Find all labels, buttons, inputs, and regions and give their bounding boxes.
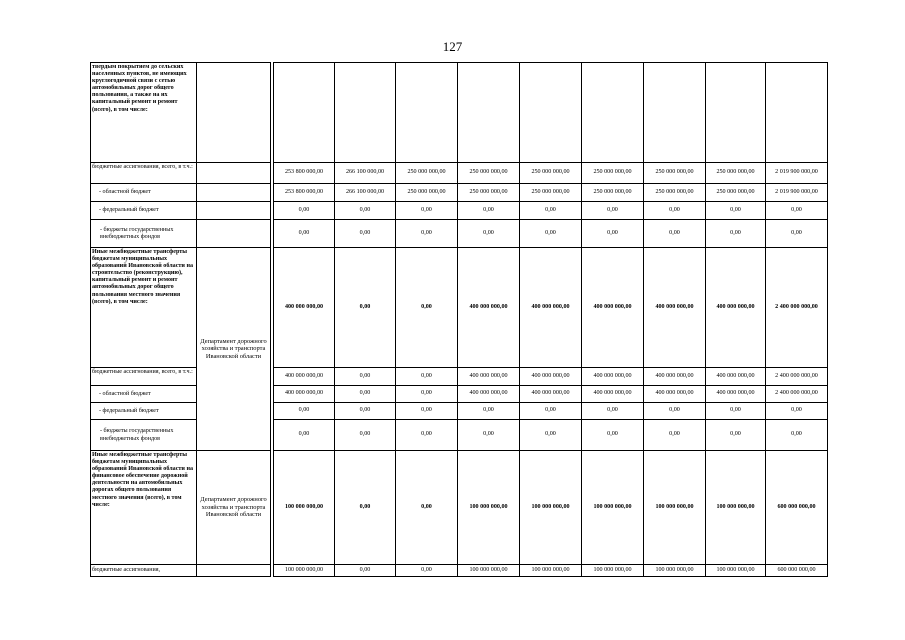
value-cell: 0,00 [706,220,766,248]
value-cell: 400 000 000,00 [644,386,706,403]
executor-cell [197,202,271,220]
value-cell: 400 000 000,00 [520,248,582,368]
value-cell: 250 000 000,00 [582,184,644,202]
value-cell: 400 000 000,00 [644,248,706,368]
value-cell: 0,00 [274,420,335,451]
value-cell: 250 000 000,00 [582,163,644,184]
value-cell: 250 000 000,00 [458,184,520,202]
value-cell: 0,00 [396,451,458,565]
value-cell: 400 000 000,00 [274,368,335,386]
value-cell: 400 000 000,00 [582,386,644,403]
value-cell: 0,00 [458,403,520,420]
value-cell: 100 000 000,00 [644,565,706,577]
table-row [91,451,828,565]
row-name: бюджетные ассигнования, всего, в т.ч.: [91,163,197,184]
executor-cell [197,565,271,577]
value-cell: 100 000 000,00 [582,451,644,565]
executor-cell [197,184,271,202]
executor-cell: Департамент дорожного хозяйства и транспорта Ивановской области [197,248,271,451]
value-cell: 0,00 [644,220,706,248]
value-cell: 0,00 [458,220,520,248]
value-cell: 600 000 000,00 [766,565,828,577]
value-cell: 0,00 [335,386,396,403]
value-cell: 0,00 [396,368,458,386]
value-cell: 250 000 000,00 [706,163,766,184]
value-cell: 0,00 [706,202,766,220]
value-cell: 0,00 [396,220,458,248]
value-cell [458,63,520,163]
value-cell: 2 019 900 000,00 [766,163,828,184]
value-cell: 0,00 [644,420,706,451]
value-cell: 400 000 000,00 [458,368,520,386]
value-cell: 250 000 000,00 [644,184,706,202]
value-cell [274,63,335,163]
value-cell: 400 000 000,00 [458,386,520,403]
value-cell: 250 000 000,00 [644,163,706,184]
row-name: бюджетные ассигнования, [91,565,197,577]
value-cell: 250 000 000,00 [706,184,766,202]
value-cell: 2 400 000 000,00 [766,368,828,386]
value-cell: 0,00 [396,202,458,220]
value-cell: 0,00 [274,403,335,420]
value-cell: 0,00 [335,202,396,220]
value-cell: 0,00 [582,202,644,220]
value-cell [396,63,458,163]
value-cell: 0,00 [458,202,520,220]
value-cell: 0,00 [396,565,458,577]
value-cell [335,63,396,163]
table-row [91,565,828,577]
value-cell: 0,00 [520,403,582,420]
row-name: - федеральный бюджет [91,403,197,420]
value-cell: 2 400 000 000,00 [766,386,828,403]
table-row [91,248,828,368]
value-cell: 400 000 000,00 [458,248,520,368]
value-cell: 100 000 000,00 [274,565,335,577]
value-cell: 400 000 000,00 [274,248,335,368]
value-cell: 100 000 000,00 [706,451,766,565]
value-cell: 400 000 000,00 [274,386,335,403]
value-cell: 0,00 [582,403,644,420]
value-cell: 400 000 000,00 [706,368,766,386]
value-cell: 250 000 000,00 [396,163,458,184]
value-cell: 100 000 000,00 [274,451,335,565]
executor-cell [197,63,271,163]
value-cell: 250 000 000,00 [458,163,520,184]
table-row [91,163,828,184]
row-name: Иные межбюджетные трансферты бюджетам муниципальных образований Ивановской области на финансовое обеспечение дорожной деятельности на автомобильных дорогах общего пользования местного значения (всего), в том числе: [91,451,197,565]
table-row [91,184,828,202]
row-name: - областной бюджет [91,386,197,403]
value-cell: 0,00 [706,403,766,420]
value-cell: 100 000 000,00 [582,565,644,577]
value-cell: 0,00 [335,403,396,420]
value-cell: 253 800 000,00 [274,184,335,202]
value-cell: 0,00 [335,420,396,451]
table-row [91,63,828,163]
value-cell: 400 000 000,00 [582,368,644,386]
value-cell: 100 000 000,00 [520,565,582,577]
value-cell [706,63,766,163]
value-cell: 100 000 000,00 [644,451,706,565]
value-cell: 0,00 [335,451,396,565]
value-cell: 0,00 [582,420,644,451]
value-cell: 0,00 [274,220,335,248]
row-name: - бюджеты государственных внебюджетных фондов [91,220,197,248]
row-name: - областной бюджет [91,184,197,202]
value-cell: 400 000 000,00 [706,248,766,368]
value-cell: 0,00 [396,403,458,420]
value-cell: 0,00 [766,403,828,420]
value-cell [644,63,706,163]
value-cell: 250 000 000,00 [520,163,582,184]
value-cell: 100 000 000,00 [706,565,766,577]
value-cell: 0,00 [458,420,520,451]
value-cell: 0,00 [335,220,396,248]
value-cell: 400 000 000,00 [644,368,706,386]
value-cell: 400 000 000,00 [582,248,644,368]
value-cell [520,63,582,163]
value-cell: 0,00 [520,220,582,248]
table-row [91,202,828,220]
value-cell: 100 000 000,00 [520,451,582,565]
value-cell: 266 100 000,00 [335,184,396,202]
table-row [91,220,828,248]
value-cell: 0,00 [520,202,582,220]
value-cell: 0,00 [335,248,396,368]
value-cell: 100 000 000,00 [458,451,520,565]
row-name: бюджетные ассигнования, всего, в т.ч.: [91,368,197,386]
value-cell: 0,00 [396,420,458,451]
row-name: - федеральный бюджет [91,202,197,220]
value-cell: 400 000 000,00 [520,386,582,403]
value-cell: 253 800 000,00 [274,163,335,184]
value-cell: 0,00 [766,202,828,220]
value-cell: 0,00 [396,386,458,403]
value-cell: 400 000 000,00 [520,368,582,386]
value-cell: 0,00 [644,202,706,220]
executor-cell [197,220,271,248]
value-cell: 0,00 [335,368,396,386]
value-cell: 2 400 000 000,00 [766,248,828,368]
row-name: - бюджеты государственных внебюджетных фондов [91,420,197,451]
page-number: 127 [442,39,463,54]
value-cell: 100 000 000,00 [458,565,520,577]
row-name: Иные межбюджетные трансферты бюджетам муниципальных образований Ивановской области на строительство (реконструкцию), капитальный ремонт и ремонт автомобильных дорог общего пользования местного значения (всего), в том числе: [91,248,197,368]
value-cell: 266 100 000,00 [335,163,396,184]
value-cell: 0,00 [644,403,706,420]
value-cell: 0,00 [274,202,335,220]
value-cell [766,63,828,163]
value-cell: 250 000 000,00 [520,184,582,202]
value-cell: 0,00 [396,248,458,368]
row-name: твердым покрытием до сельских населенных пунктов, не имеющих круглогодичной связи с сетью автомобильных дорог общего пользования, а также на их капитальный ремонт и ремонт (всего), в том числе: [91,63,197,163]
value-cell: 0,00 [766,420,828,451]
executor-cell: Департамент дорожного хозяйства и транспорта Ивановской области [197,451,271,565]
value-cell: 0,00 [520,420,582,451]
value-cell: 0,00 [335,565,396,577]
budget-table [90,62,828,577]
value-cell: 250 000 000,00 [396,184,458,202]
value-cell: 600 000 000,00 [766,451,828,565]
value-cell: 2 019 900 000,00 [766,184,828,202]
executor-cell [197,163,271,184]
value-cell: 0,00 [766,220,828,248]
value-cell: 400 000 000,00 [706,386,766,403]
value-cell [582,63,644,163]
value-cell: 0,00 [706,420,766,451]
value-cell: 0,00 [582,220,644,248]
